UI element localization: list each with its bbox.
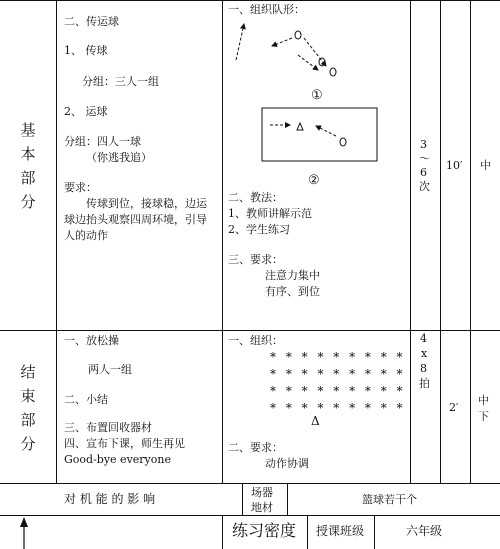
basic-method-title: 二、教法： [228,191,283,204]
basic-group-dribble: 分组：四人一球 [64,135,141,148]
end-org-req-line: 动作协调 [265,457,309,470]
class-value: 六年级 [406,524,443,538]
end-item-relax: 一、放松操 [64,334,119,347]
basic-req-line: 球边抬头观察四周环境，引导 [64,213,207,226]
basic-req-title: 要求： [64,181,97,194]
basic-org-title: 一、组织队形： [228,3,305,16]
basic-heading: 二、传运球 [64,15,119,28]
end-item-relax-note: 两人一组 [88,363,132,376]
end-label-char: 部 [20,411,36,429]
basic-item-dribble: 2、 运球 [64,105,108,118]
basic-org-req-title: 三、要求： [228,253,283,266]
end-org-title: 一、组织： [228,334,283,347]
basic-label-char: 部 [20,169,36,187]
count-char: 拍 [419,377,430,390]
count-char: 8 [420,362,427,375]
density-label: 练习密度 [232,521,297,540]
count-char: 4 [420,332,427,345]
basic-method-item: 1、教师讲解示范 [228,207,312,220]
end-label-char: 束 [20,387,36,405]
end-label-char: 结 [20,363,36,381]
end-item-goodbye: Good-bye everyone [64,453,171,466]
end-item-equipment: 三、布置回收器材 [64,421,152,434]
end-intensity-char: 中 [478,394,489,407]
end-item-summary: 二、小结 [64,393,108,406]
basic-label-char: 基 [20,121,36,139]
basic-item-pass: 1、 传球 [64,44,108,57]
diagram-label-1: ① [311,88,323,103]
count-char: 次 [419,180,430,193]
teacher-position-mark: Δ [311,414,320,428]
diagram-label-2: ② [308,173,320,188]
basic-group-pass: 分组：三人一组 [82,75,159,88]
venue-label-line: 场器 [251,486,273,499]
end-intensity-char: 下 [478,410,489,423]
student-row: * * * * * * * * * [270,367,406,381]
basic-org-req-line: 有序、到位 [265,285,320,298]
end-time: 2′ [449,401,459,414]
student-row: * * * * * * * * * [270,350,406,364]
count-char: x [421,347,428,360]
student-row: * * * * * * * * * [270,401,406,415]
class-label: 授课班级 [316,524,365,538]
basic-label-char: 本 [20,145,36,163]
count-char: ～ [419,152,430,165]
basic-org-req-line: 注意力集中 [265,269,320,282]
basic-time: 10′ [446,159,463,172]
end-item-dismiss: 四、宣布下课，师生再见 [64,437,185,450]
count-char: 6 [420,166,427,179]
student-row: * * * * * * * * * [270,384,406,398]
basic-method-item: 2、学生练习 [228,223,290,236]
basic-req-line: 传球到位，接球稳，边运 [86,197,207,210]
basic-label-char: 分 [20,193,36,211]
count-char: 3 [420,138,427,151]
basic-group-dribble-note: （你逃我追） [86,151,152,164]
end-org-req-title: 二、要求： [228,441,283,454]
basic-req-line: 人的动作 [64,229,108,242]
venue-value: 篮球若干个 [362,493,417,506]
venue-label-line: 地材 [251,501,273,514]
end-label-char: 分 [20,435,36,453]
effect-label: 对 机 能 的 影 响 [64,492,156,506]
axis-arrow-head [20,517,28,527]
basic-intensity: 中 [480,159,491,172]
